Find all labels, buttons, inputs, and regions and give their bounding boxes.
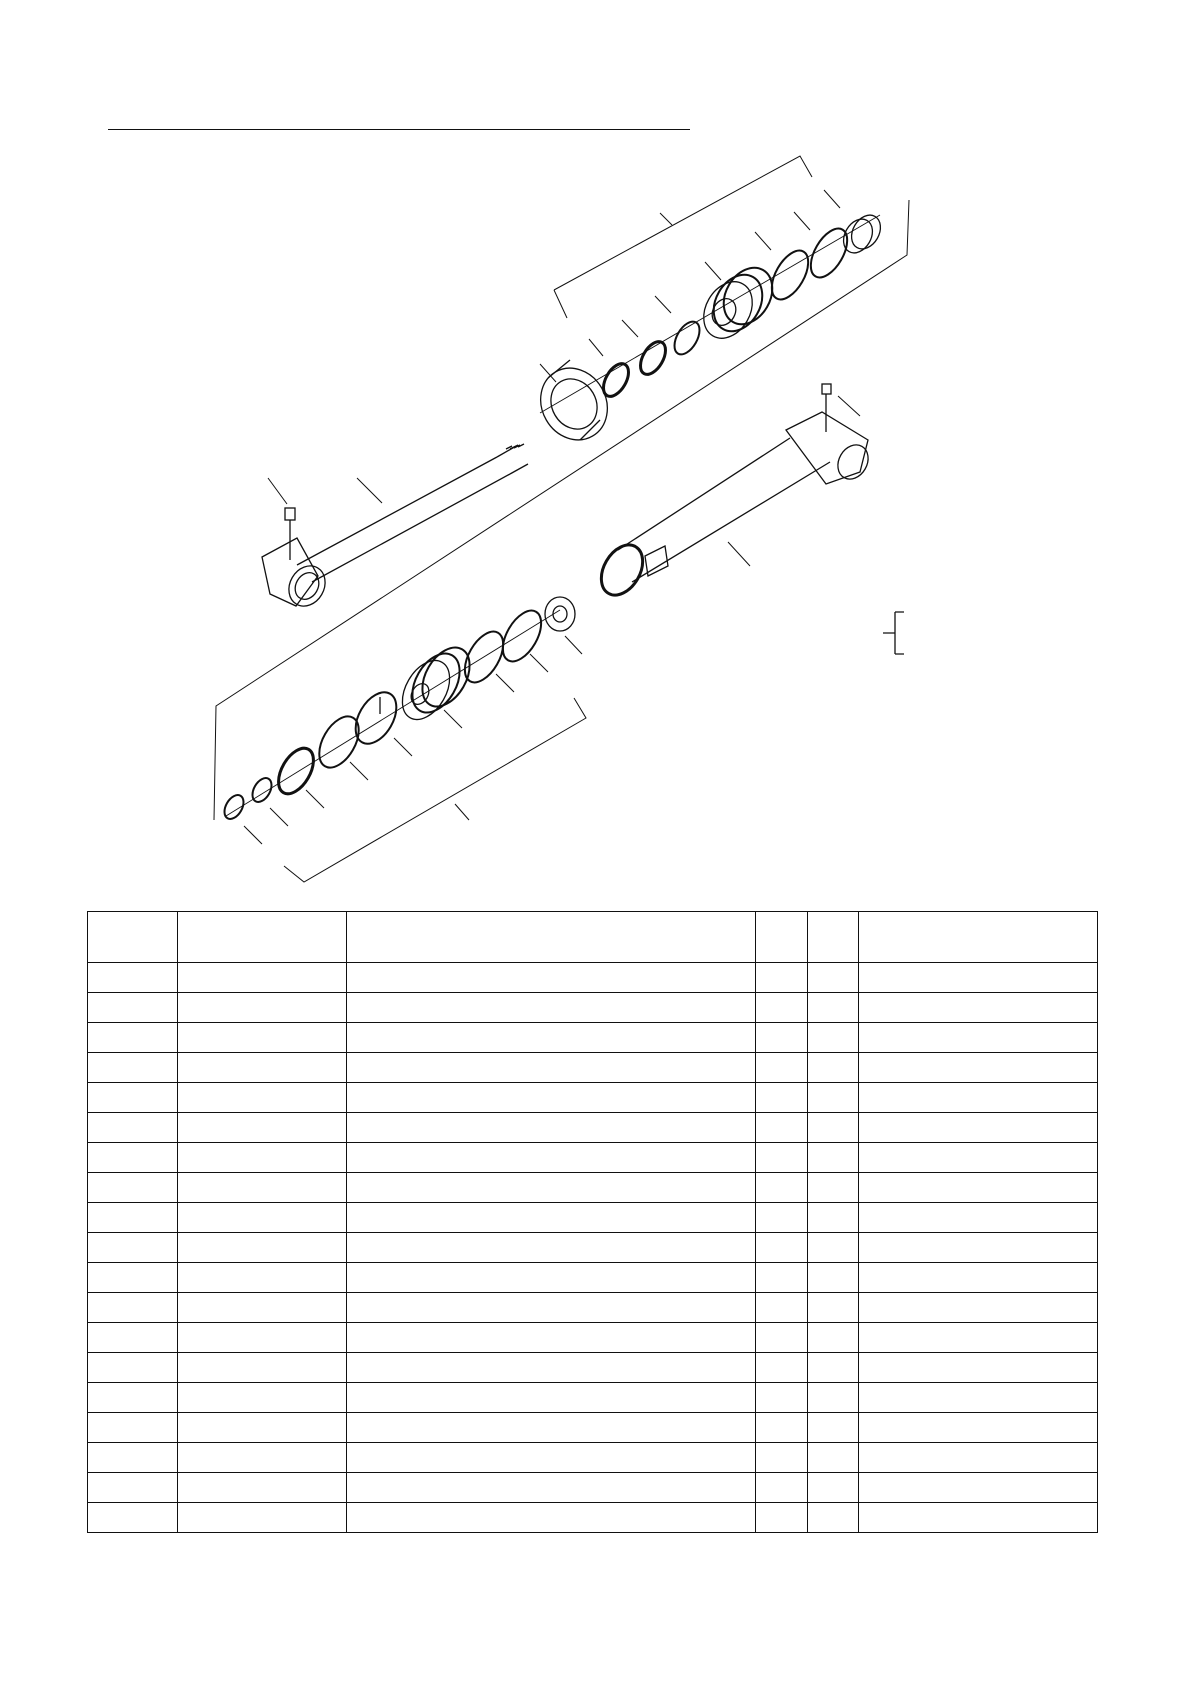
table-cell [808, 1503, 859, 1533]
table-cell [88, 1443, 178, 1473]
column-header [347, 912, 756, 963]
leader-line [755, 232, 771, 250]
parts-table [87, 911, 1098, 1533]
table-cell [178, 1353, 347, 1383]
table-cell [88, 1383, 178, 1413]
column-header [859, 912, 1098, 963]
table-cell [756, 1203, 808, 1233]
leader-line [589, 339, 603, 356]
table-cell [88, 1323, 178, 1353]
table-cell [859, 1143, 1098, 1173]
table-cell [178, 1023, 347, 1053]
table-cell [808, 1113, 859, 1143]
table-cell [178, 1173, 347, 1203]
table-cell [88, 1173, 178, 1203]
table-row [88, 1323, 1098, 1353]
table-cell [756, 1263, 808, 1293]
seal-kit-bracket-upper [554, 156, 812, 290]
table-cell [178, 1323, 347, 1353]
table-cell [347, 1443, 756, 1473]
ring-icon [635, 337, 670, 378]
leader-line [728, 542, 750, 566]
table-cell [347, 1203, 756, 1233]
o-ring-icon [495, 604, 549, 667]
table-row [88, 1353, 1098, 1383]
o-ring-icon [311, 710, 367, 774]
table-cell [347, 1083, 756, 1113]
table-cell [859, 1503, 1098, 1533]
table-cell [347, 1413, 756, 1443]
table-cell [178, 1383, 347, 1413]
table-cell [347, 1503, 756, 1533]
table-cell [859, 1353, 1098, 1383]
leader-line [660, 213, 672, 225]
table-cell [88, 993, 178, 1023]
leader-line [794, 212, 810, 230]
table-cell [347, 1113, 756, 1143]
table-cell [178, 1503, 347, 1533]
table-row [88, 1383, 1098, 1413]
table-cell [347, 963, 756, 993]
table-row [88, 1473, 1098, 1503]
table-cell [178, 963, 347, 993]
legend-brace-icon [883, 612, 904, 654]
table-cell [88, 1083, 178, 1113]
table-cell [178, 1263, 347, 1293]
table-cell [88, 1113, 178, 1143]
table-cell [178, 1053, 347, 1083]
grease-fitting-icon [822, 384, 831, 432]
parts-table-body [88, 963, 1098, 1533]
column-header [178, 912, 347, 963]
leader-line [622, 320, 638, 337]
table-cell [756, 963, 808, 993]
table-cell [178, 1203, 347, 1233]
table-cell [178, 1293, 347, 1323]
leader-line [838, 396, 860, 416]
leader-line [244, 826, 262, 844]
table-cell [859, 1293, 1098, 1323]
table-row [88, 1083, 1098, 1113]
leader-line [824, 190, 840, 208]
table-cell [756, 1053, 808, 1083]
table-cell [756, 1383, 808, 1413]
leader-line [496, 674, 514, 692]
table-row [88, 1173, 1098, 1203]
table-cell [347, 1143, 756, 1173]
leader-line [306, 790, 324, 808]
table-cell [756, 1323, 808, 1353]
piston-centerline [226, 610, 560, 816]
table-cell [88, 1503, 178, 1533]
table-row [88, 1053, 1098, 1083]
table-cell [808, 1413, 859, 1443]
seal-kit-bracket-upper-left [554, 290, 567, 318]
table-cell [859, 1203, 1098, 1233]
leader-line [530, 654, 548, 672]
table-cell [347, 1263, 756, 1293]
seal-kit-bracket-lower [284, 698, 586, 882]
table-row [88, 1413, 1098, 1443]
gland-group-frame [214, 200, 909, 820]
table-cell [756, 1173, 808, 1203]
column-header [756, 912, 808, 963]
table-cell [859, 993, 1098, 1023]
leader-line [455, 804, 469, 820]
table-cell [756, 1293, 808, 1323]
table-cell [859, 1173, 1098, 1203]
ring-icon [221, 792, 248, 823]
table-cell [756, 993, 808, 1023]
table-cell [859, 1233, 1098, 1263]
table-cell [88, 1053, 178, 1083]
table-cell [347, 1053, 756, 1083]
table-cell [808, 1053, 859, 1083]
table-cell [859, 1413, 1098, 1443]
table-cell [347, 993, 756, 1023]
leader-line [268, 478, 287, 504]
table-cell [859, 1053, 1098, 1083]
table-cell [756, 1233, 808, 1263]
table-cell [859, 1023, 1098, 1053]
table-cell [808, 1143, 859, 1173]
table-cell [859, 1443, 1098, 1473]
table-cell [178, 1473, 347, 1503]
table-cell [178, 1143, 347, 1173]
o-ring-icon [803, 223, 854, 284]
table-cell [756, 1023, 808, 1053]
table-cell [808, 1473, 859, 1503]
table-cell [347, 1323, 756, 1353]
table-cell [347, 1473, 756, 1503]
table-row [88, 963, 1098, 993]
table-cell [178, 1233, 347, 1263]
table-row [88, 1143, 1098, 1173]
back-up-ring-icon [271, 742, 320, 799]
column-header [88, 912, 178, 963]
table-row [88, 1203, 1098, 1233]
table-cell [859, 1383, 1098, 1413]
table-cell [808, 1023, 859, 1053]
ring-icon [598, 359, 633, 400]
table-cell [88, 1143, 178, 1173]
column-header [808, 912, 859, 963]
table-cell [808, 1293, 859, 1323]
table-cell [756, 1143, 808, 1173]
table-cell [178, 1113, 347, 1143]
split-ring-icon [347, 685, 404, 750]
table-cell [756, 1113, 808, 1143]
leader-line [705, 262, 721, 280]
table-cell [808, 1203, 859, 1233]
table-row [88, 1233, 1098, 1263]
table-row [88, 1443, 1098, 1473]
leader-line [565, 636, 582, 654]
table-cell [859, 1323, 1098, 1353]
piston-icon [393, 639, 480, 727]
cylinder-barrel-icon [593, 412, 874, 602]
table-cell [178, 1443, 347, 1473]
table-cell [88, 1353, 178, 1383]
table-cell [808, 963, 859, 993]
table-cell [347, 1023, 756, 1053]
table-cell [756, 1473, 808, 1503]
table-row [88, 1113, 1098, 1143]
table-cell [347, 1233, 756, 1263]
table-cell [808, 1443, 859, 1473]
table-cell [859, 1263, 1098, 1293]
table-cell [347, 1293, 756, 1323]
table-cell [808, 1353, 859, 1383]
table-cell [88, 1263, 178, 1293]
table-cell [178, 1083, 347, 1113]
table-cell [808, 1173, 859, 1203]
table-cell [88, 963, 178, 993]
table-cell [756, 1413, 808, 1443]
table-cell [756, 1503, 808, 1533]
table-row [88, 1263, 1098, 1293]
table-cell [88, 1203, 178, 1233]
table-cell [756, 1443, 808, 1473]
table-cell [859, 1113, 1098, 1143]
table-cell [859, 1083, 1098, 1113]
table-header-row [88, 912, 1098, 963]
gland-icon [694, 259, 782, 347]
table-cell [88, 1023, 178, 1053]
table-row [88, 1503, 1098, 1533]
table-cell [808, 1233, 859, 1263]
table-cell [756, 1083, 808, 1113]
table-cell [347, 1173, 756, 1203]
gland-nut-icon [528, 356, 620, 452]
leader-line [394, 738, 412, 756]
table-cell [808, 1323, 859, 1353]
table-row [88, 1023, 1098, 1053]
table-cell [808, 1083, 859, 1113]
leader-line [444, 710, 462, 728]
ring-icon [249, 775, 276, 806]
table-cell [859, 1473, 1098, 1503]
table-cell [859, 963, 1098, 993]
table-cell [88, 1413, 178, 1443]
table-row [88, 1293, 1098, 1323]
table-cell [178, 1413, 347, 1443]
nut-icon [545, 597, 575, 631]
table-row [88, 993, 1098, 1023]
grease-fitting-icon [285, 508, 295, 560]
table-cell [178, 993, 347, 1023]
table-cell [808, 1383, 859, 1413]
table-cell [808, 1263, 859, 1293]
table-cell [347, 1353, 756, 1383]
table-cell [88, 1293, 178, 1323]
leader-line [357, 478, 382, 503]
leader-line [350, 762, 368, 780]
table-cell [808, 993, 859, 1023]
leader-line [270, 808, 288, 826]
table-cell [88, 1233, 178, 1263]
table-cell [756, 1353, 808, 1383]
ring-icon [669, 317, 704, 358]
table-cell [347, 1383, 756, 1413]
leader-line [655, 296, 671, 313]
table-cell [88, 1473, 178, 1503]
